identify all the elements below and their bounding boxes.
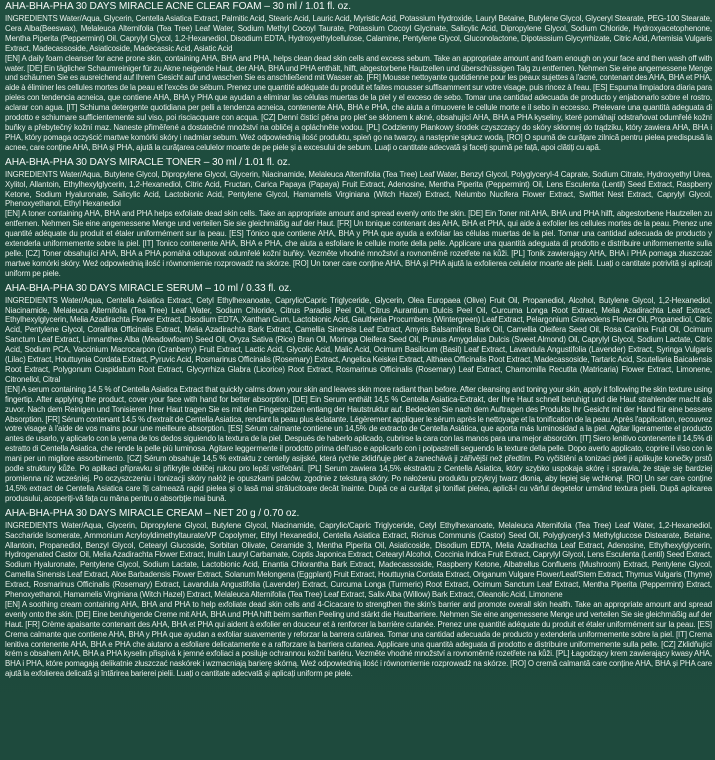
ingredients-list: INGREDIENTS Water/Aqua, Butylene Glycol, Dipropylene Glycol, Glycerin, Niacinamide, Melaleuca Alternifolia (Tea Tree) Leaf Water, Benzyl Glycol, Polyglyceryl-4 Caprate, Sodium Citrate, Hydroxyethyl Urea, Xylitol, Allantoin, Ethylhexylglycerin, 1,2-Hexanediol, Citric Acid, Fructan, Carica Papaya (Papaya) Fruit Extract, Adenosine, Mentha Piperita (Peppermint) Oil, Lens Esculenta (Lentil) Seed Extract, Raspberry Ketone, Sodium Hyaluronate, Salicylic Acid, Lactobionic Acid, Pentylene Glycol, Hamamelis Virginiana (Witch Hazel) Extract, Nelumbo Nucifera Flower Extract, Swiftlet Nest Extract, Caprylyl Glycol, Phenoxyethanol, Ethyl Hexanediol	[5, 169, 712, 209]
section-title: AHA-BHA-PHA 30 DAYS MIRACLE SERUM – 10 ml / 0.33 fl. oz.	[5, 282, 292, 294]
ingredients-list: INGREDIENTS Water/Aqua, Centella Asiatica Extract, Cetyl Ethylhexanoate, Caprylic/Capric Triglyceride, Glycerin, Olea Europaea (Olive) Fruit Oil, Propanediol, Alcohol, Butylene Glycol, 1,2-Hexanediol, Niacinamide, Melaleuca Alternifolia (Tea Tree) Leaf Water, Sodium Chloride, Citrus Paradisi Peel Oil, Citrus Aurantium Dulcis Peel Oil, Curcuma Longa Root Extract, Melia Azadirachta Leaf Extract, Ethylhexylglycerin, Melia Azadirachta Flower Extract, Disodium EDTA, Xanthan Gum, Lactobionic Acid, Gaultheria Procumbens (Wintergreen) Leaf Extract, Pelargonium Graveolens Flower Oil, Propanediol, Citric Acid, Pentylene Glycol, Corallina Officinalis Extract, Melia Azadirachta Bark Extract, Camellia Sinensis Leaf Extract, Amyris Balsamifera Bark Oil, Camellia Oleifera Seed Oil, Rosa Canina Fruit Oil, Ocimum Sanctum Leaf Extract, Limnanthes Alba (Meadowfoam) Seed Oil, Oryza Sativa (Rice) Bran Oil, Moringa Oleifera Seed Oil, Prunus Amygdalus Dulcis (Sweet Almond) Oil, Caprylyl Glycol, Sodium Lactate, Citric Acid, Sodium PCA, Vaccinium Macrocarpon (Cranberry) Fruit Extract, Lactic Acid, Glycolic Acid, Malic Acid, Ocimum Basilicum (Basil) Leaf Extract, Lavandula Angustifolia (Lavender) Extract, Syringa Vulgaris (Lilac) Extract, Houttuynia Cordata Extract, Pyruvic Acid, Rosmarinus Officinalis (Rosemary) Extract, Angelica Keiskei Extract, Althaea Officinalis Root Extract, Madecassoside, Tartaric Acid, Scutellaria Baicalensis Root Extract, Polygonum Cuspidatum Root Extract, Glycyrrhiza Glabra (Licorice) Root Extract, Rosmarinus Officinalis (Rosemary) Leaf Extract, Chamomilla Recutita (Matricaria) Flower Extract, Limonene, Citronellol, Citral	[5, 295, 712, 384]
section-serum	[5, 283, 712, 504]
section-toner	[5, 157, 712, 279]
usage-instructions: [EN] A soothing cream containing AHA, BHA and PHA to help exfoliate dead skin cells and 4-Cicacare to strengthen the skin's barrier and promote overall skin health. Take an appropriate amount and spread evenly onto the skin. [DE] Eine beruhigende Creme mit AHA, BHA und PHA hilft beim sanften Peeling und stärkt die Hautbarriere. Nehmen Sie eine angemessene Menge und verteilen Sie sie gleichmäßig auf der Haut. [FR] Crème apaisante contenant des AHA, BHA et PHA qui aident à exfolier en douceur et à renforcer la barrière cutanée. Prenez une quantité adéquate du produit et étaler uniformément sur la peau. [ES] Crema calmante que contiene AHA, BHA y PHA que ayudan a exfoliar suavemente y reforzar la barrera cutánea. Tomar una cantidad adecuada de producto y extenderla uniformemente sobre la piel. [IT] Crema lenitiva contenente AHA, BHA e PHA che aiutano a esfoliare delicatamente e a rafforzare la barriera cutanea. Applicare una quantità adeguata di prodotto e distribuire uniformemente sulla pelle. [CZ] Zklidňující krém s obsahem AHA, BHA a PHA kyselin přispívá k jemné exfoliaci a posiluje ochrannou kožní bariéru. Vezměte vhodné množství a rovnoměrně rozetřete na kůži. [PL] Łagodzący krem zawierający kwasy AHA, BHA i PHA, które pomagają delikatnie złuszczać naskórek i wzmacniają barierę skórną. Weź odpowiednią ilość i równomiernie rozprowadź na skórze. [RO] O cremă calmantă care conține AHA, BHA și PHA care ajută la exfolierea delicată și întărirea barierei pielii. Luați o cantitate adecvată și aplicați uniform pe piele.	[5, 599, 712, 679]
section-title: AHA-BHA-PHA 30 DAYS MIRACLE ACNE CLEAR FOAM – 30 ml / 1.01 fl. oz.	[5, 1, 351, 12]
ingredients-list: INGREDIENTS Water/Aqua, Glycerin, Dipropylene Glycol, Butylene Glycol, Niacinamide, Caprylic/Capric Triglyceride, Cetyl Ethylhexanoate, Melaleuca Alternifolia (Tea Tree) Leaf Water, 1,2-Hexanediol, Saccharide Isomerate, Ammonium Acryloyldimethyltaurate/VP Copolymer, Ethyl Hexanediol, Centella Asiatica Extract, Ricinus Communis (Castor) Seed Oil, Polyglyceryl-3 Methylglucose Distearate, Betaine, Allantoin, Propanediol, Benzyl Glycol, Cetearyl Glucoside, Sorbitan Olivate, Ceramide 3, Mentha Piperita Oil, Asiaticoside, Disodium EDTA, Melia Azadirachta Leaf Extract, Adenosine, Ethylhexylglycerin, Hydrogenated Castor Oil, Melia Azadirachta Flower Extract, Inulin Lauryl Carbamate, Coptis Japonica Extract, Cetearyl Alcohol, Coccinia Indica Fruit Extract, Caprylyl Glycol, Lens Esculenta (Lentil) Seed Extract, Sodium Hyaluronate, Pentylene Glycol, Sodium Lactate, Lactobionic Acid, Enantia Chlorantha Bark Extract, Madecassoside, Raspberry Ketone, Albatrellus Confluens (Mushroom) Extract, Pentylene Glycol, Camellia Sinensis Leaf Extract, Aloe Barbadensis Flower Extract, Solanum Melongena (Eggplant) Fruit Extract, Houttuynia Cordata Extract, Origanum Vulgare Flower/Leaf/Stem Extract, Thymus Vulgaris (Thyme) Extract, Rosmarinus Officinalis (Rosemary) Extract, Lavandula Angustifolia (Lavender) Extract, Curcuma Longa (Turmeric) Root Extract, Ocimum Sanctum Leaf Extract, Mentha Piperita (Peppermint) Extract, Phenoxyethanol, Hamamelis Virginiana (Witch Hazel) Extract, Melaleuca Alternifolia (Tea Tree) Leaf Extract, Salix Alba (Willow) Bark Extract, Oleanolic Acid, Limonene	[5, 520, 712, 600]
ingredients-list: INGREDIENTS Water/Aqua, Glycerin, Centella Asiatica Extract, Palmitic Acid, Stearic Acid, Lauric Acid, Myristic Acid, Potassium Hydroxide, Lauryl Betaine, Butylene Glycol, Glyceryl Stearate, PEG-100 Stearate, Cera Alba(Beeswax), Melaleuca Alternifolia (Tea Tree) Leaf Water, Sodium Methyl Cocoyl Taurate, Potassium Cocoyl Glycinate, Salicylic Acid, Dipropylene Glycol, Sodium Chloride, Hydroxyacetophenone, Mentha Piperita (Peppermint) Oil, Caprylyl Glycol, 1,2-Hexanediol, Disodium EDTA, Hydroxyethylcellulose, Calamine, Pentylene Glycol, Gluconolactone, Dipotassium Glycyrrhizate, Citric Acid, Artemisia Vulgaris Extract, Madecassoside, Asiaticoside, Madecassic Acid, Asiatic Acid	[5, 14, 712, 53]
usage-instructions: [EN] A serum containing 14.5 % of Centella Asiatica Extract that quickly calms down your skin and leaves skin more radiant than before. After cleansing and toning your skin, apply it following the skin texture using fingertip. After applying the product, cover your face with hand for better absorption. [DE] Ein Serum enthält 14,5 % Centella Asiatica-Extrakt, der Ihre Haut schnell beruhigt und die Haut strahlender macht als zuvor. Nach dem Reinigen und Tonisieren Ihrer Haut tragen Sie es mit den Fingerspitzen entlang der Hautstruktur auf. Bedecken Sie nach dem Auftragen des Produkts Ihr Gesicht mit der Hand für eine bessere Absorption. [FR] Sérum contenant 14,5 % d'extrait de Centella Asiatica, rendant la peau plus éclatante. Légèrement appliquer le sérum après le nettoyage et la tonification de la peau. Après l'application, recouvrez votre visage à l'aide de vos mains pour une meilleure absorption. [ES] Sérum calmante contiene un 14,5% de extracto de Centella Asiática, que aporta más luminosidad a la piel. Agitar ligeramente el producto antes de usarlo, y aplicarlo con la yema de los dedos siguiendo la textura de la piel. Después de haberlo aplicado, cubrirse la cara con las manos para una mejor absorción. [IT] Siero lenitivo contenente il 14,5% di estratto di Centella Asiatica, che rende la pelle più luminosa. Agitare leggermente il prodotto prima dell'uso e applicarlo con i polpastrelli seguendo la texture della pelle. Dopo averlo applicato, coprire il viso con le mani per un migliore assorbimento. [CZ] Sérum obsahuje 14,5 % extraktu z centelly asijské, která rychle zklidňuje pleť a zanechává ji zářivější než předtím. Po vyčištění a tonizaci pleti ji aplikujte konečky prstů podle struktury kůže. Po aplikaci přípravku si přikryjte obličej rukou pro lepší vstřebání. [PL] Serum zawiera 14,5% ekstraktu z Centella Asiatica, który szybko uspokaja skórę i sprawia, że staje się bardziej promienna niż wcześniej. Po oczyszczeniu i tonizacji skóry nałóż je opuszkami palców, zgodnie z teksturą skóry. Po nałożeniu produktu przykryj twarz dłonią, aby lepiej się wchłonął. [RO] Un ser care conține 14,5% extract de Centella Asiatica care îți calmează rapid pielea și o lasă mai strălucitoare decât înainte. După ce ai curățat și tonifiat pielea, aplică-l cu vârful degetelor urmând textura pielii. După aplicarea produsului, acoperiți-vă fața cu mâna pentru o absorbție mai bună.	[5, 384, 712, 503]
usage-instructions: [EN] A toner containing AHA, BHA and PHA helps exfoliate dead skin cells. Take an appropriate amount and spread evenly onto the skin. [DE] Ein Toner mit AHA, BHA und PHA hilft, abgestorbene Hautzellen zu entfernen. Nehmen Sie eine angemessene Menge und verteilen Sie sie gleichmäßig auf der Haut. [FR] Un tonique contenant des AHA, BHA et PHA, qui aide à exfolier les cellules mortes de la peau. Prenez une quantité adéquate du produit et étaler uniformément sur la peau. [ES] Tónico que contiene AHA, BHA y PHA que ayuda a exfoliar las células muertas de la piel. Tomar una cantidad adecuada de producto y extenderla uniformemente sobre la piel. [IT] Tonico contenente AHA, BHA e PHA, che aiuta a esfoliare le cellule morte della pelle. Applicare una quantità adeguata di prodotto e distribuire uniformemente sulla pelle. [CZ] Toner obsahující AHA, BHA a PHA pomáhá odlupovat odumřelé kožní buňky. Vezměte vhodné množství a rovnoměrně rozetřete na kůži. [PL] Tonik zawierający AHA, BHA i PHA pomaga złuszczać martwe komórki skóry. Weź odpowiednią ilość i równomiernie rozprowadź na skórze. [RO] Un toner care conține AHA, BHA și PHA ajută la exfolierea celulelor moarte ale pielii. Luați o cantitate potrivită și aplicați uniform pe piele.	[5, 209, 712, 278]
section-acne-clear-foam	[5, 1, 712, 153]
usage-instructions: [EN] A daily foam cleanser for acne prone skin, containing AHA, BHA and PHA, helps clean dead skin cells and excess sebum. Take an appropriate amount and foam enough on your face and then wash off with water. [DE] Ein täglicher Schaumreiniger für zu Akne neigende Haut, der AHA, BHA und PHA enthält, hilft, abgestorbene Hautzellen und überschüssigen Talg zu entfernen. Nehmen Sie eine angemessene Menge und schäumen Sie es ausreichend auf Ihrem Gesicht auf und waschen Sie es anschließend mit Wasser ab. [FR] Mousse nettoyante quotidienne pour les peaux sujettes à l'acné, contenant des AHA, BHA et PHA, aide à éliminer les cellules mortes de la peau et l'excès de sébum. Prenez une quantité adéquate du produit et faites mousser suffisamment sur votre visage, puis rincez à l'eau. [ES] Espuma limpiadora diaria para pieles con tendencia acneica, que contiene AHA, BHA y PHA que ayudan a eliminar las células muertas de la piel y el exceso de sebo. Tomar una cantidad adecuada de producto y enjabonarlo sobre el rostro, aclarar con agua. [IT] Schiuma detergente quotidiana per pelli a tendenza acneica, contenente AHA, BHA e PHA, che aiuta a rimuovere le cellule morte e il sebo in eccesso. Prelevare una quantità adeguata di prodotto e schiumare sufficientemente sul viso, poi risciacquare con acqua. [CZ] Denní čisticí pěna pro pleť se sklonem k akné, obsahující AHA, BHA a PHA kyseliny, které pomáhají odstraňovat odumřelé kožní buňky a přebytečný kožní maz. Naneste přiměřené a dostatečné množství na obličej a opláchněte vodou. [PL] Codzienny Piankowy środek czyszczący do skóry skłonnej do trądziku, który zawiera AHA, BHA i PHA, który pomaga oczyścić martwe komórki skóry i nadmiar sebum. Weź odpowiednią ilość produktu, spień go na twarzy, a następnie spłucz wodą. [RO] O spumă de curățare zilnică pentru pielea predispusă la acnee, care conține AHA, BHA și PHA, ajută la curățarea celulelor moarte de pe piele și a excesului de sebum. Luați o cantitate adecvată și faceți spumă pe față, apoi clătiți cu apă.	[5, 53, 712, 152]
section-title: AHA-BHA-PHA 30 DAYS MIRACLE TONER – 30 ml / 1.01 fl. oz.	[5, 156, 291, 168]
section-cream	[5, 508, 712, 680]
section-title: AHA-BHA-PHA 30 DAYS MIRACLE CREAM – NET 20 g / 0.70 oz.	[5, 507, 300, 519]
